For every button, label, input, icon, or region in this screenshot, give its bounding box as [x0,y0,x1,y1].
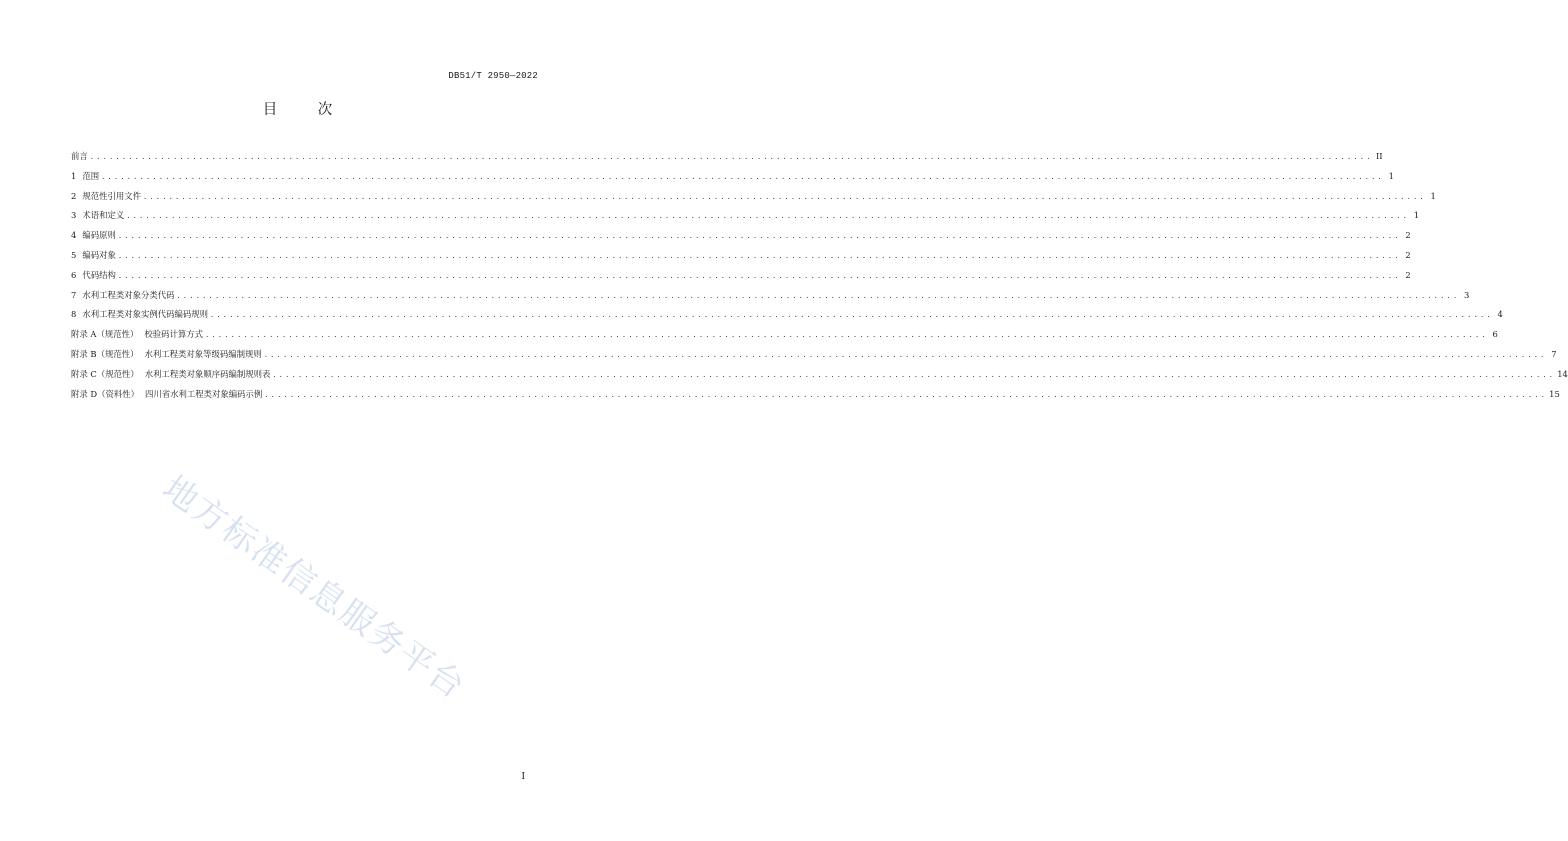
toc-entry-page: 15 [1549,388,1560,399]
toc-entry-page: 1 [1388,170,1394,181]
toc-entry-title: 编码原则 [82,230,116,241]
toc-entry-title: 水利工程类对象分类代码 [82,289,175,300]
dot-leader: ........................................................................................................................................................................................................ [209,311,1493,320]
toc-entry-label [71,269,116,281]
toc-entry-number: 附录 B（规范性） [71,348,139,359]
toc-entry-title: 水利工程类对象顺序码编制规则表 [144,368,271,379]
toc-entry[interactable] [71,170,1394,190]
toc-entry-title: 范围 [82,170,100,181]
toc-entry-label [71,209,124,221]
toc-entry-page: II [1376,151,1383,161]
table-of-contents [71,150,1568,407]
toc-entry[interactable] [71,209,1420,229]
toc-entry-number: 2 [71,190,77,201]
dot-leader: ........................................................................................................................................................................................................ [204,331,1488,340]
toc-entry[interactable] [71,269,1411,289]
toc-entry[interactable] [71,308,1503,328]
toc-entry-title: 水利工程类对象等级码编制规则 [144,348,262,359]
toc-entry-label [71,388,262,400]
toc-entry-page: 2 [1405,249,1411,260]
dot-leader: ........................................................................................................................................................................................................ [264,390,1548,399]
toc-entry[interactable] [71,388,1560,408]
toc-entry-title: 四川省水利工程类对象编码示例 [145,388,263,399]
toc-entry-title: 水利工程类对象实例代码编码规则 [82,309,208,320]
toc-entry-label [71,229,116,241]
toc-entry-page: 4 [1497,309,1503,320]
toc-entry-number: 附录 C（规范性） [71,368,139,379]
dot-leader: ........................................................................................................................................................................................................ [126,212,1410,221]
toc-entry[interactable] [71,190,1436,210]
toc-entry[interactable] [71,249,1411,269]
dot-leader: ........................................................................................................................................................................................................ [117,232,1401,241]
dot-leader: ........................................................................................................................................................................................................ [263,350,1547,359]
toc-entry-label [71,348,262,360]
page-number: I [521,772,525,782]
toc-entry[interactable] [71,328,1498,348]
toc-entry-page: 2 [1405,230,1411,241]
dot-leader: ........................................................................................................................................................................................................ [142,192,1426,201]
dot-leader: ........................................................................................................................................................................................................ [272,370,1556,379]
toc-entry-label [71,190,141,202]
toc-entry-label [71,289,174,301]
page-title: 目 次 [262,102,351,118]
toc-entry-title: 编码对象 [82,249,116,260]
toc-entry[interactable] [71,150,1383,170]
toc-entry-number: 附录 A（规范性） [71,329,139,340]
toc-entry-number: 3 [71,210,77,221]
toc-entry-number: 8 [71,309,77,320]
dot-leader: ........................................................................................................................................................................................................ [117,271,1401,280]
toc-entry-title: 前言 [71,151,88,161]
toc-entry-page: 1 [1413,210,1420,221]
toc-entry[interactable] [71,289,1470,309]
toc-entry-title: 规范性引用文件 [82,190,141,201]
document-code: DB51/T 2950—2022 [448,71,538,81]
toc-entry-page: 14 [1557,368,1568,379]
toc-entry-label [71,150,88,162]
toc-entry-page: 6 [1492,329,1498,340]
toc-entry-number: 6 [71,269,77,280]
dot-leader: ........................................................................................................................................................................................................ [101,172,1384,181]
toc-entry[interactable] [71,229,1411,249]
toc-entry[interactable] [71,348,1557,368]
toc-entry-title: 术语和定义 [82,210,125,221]
toc-entry-title: 代码结构 [82,269,116,280]
toc-entry-page: 2 [1405,269,1411,280]
toc-entry-number: 7 [71,289,77,300]
watermark: 地方标准信息服务平台 [155,468,473,708]
toc-entry-title: 校验码计算方式 [144,329,203,340]
toc-entry-label [71,170,99,182]
toc-entry-page: 1 [1430,190,1436,201]
toc-entry-number: 5 [71,249,77,260]
toc-entry[interactable] [71,368,1568,388]
toc-entry-label [71,328,203,340]
toc-entry-page: 3 [1464,289,1470,300]
toc-entry-label [71,308,208,320]
dot-leader: ........................................................................................................................................................................................................ [176,291,1460,300]
dot-leader: ........................................................................................................................................................................................................ [89,153,1373,161]
toc-entry-number: 1 [71,170,77,181]
toc-entry-number: 4 [71,230,77,241]
toc-entry-label [71,249,116,261]
toc-entry-label [71,368,270,380]
toc-entry-number: 附录 D（资料性） [71,388,140,399]
toc-entry-page: 7 [1551,348,1557,359]
dot-leader: ........................................................................................................................................................................................................ [117,251,1401,260]
